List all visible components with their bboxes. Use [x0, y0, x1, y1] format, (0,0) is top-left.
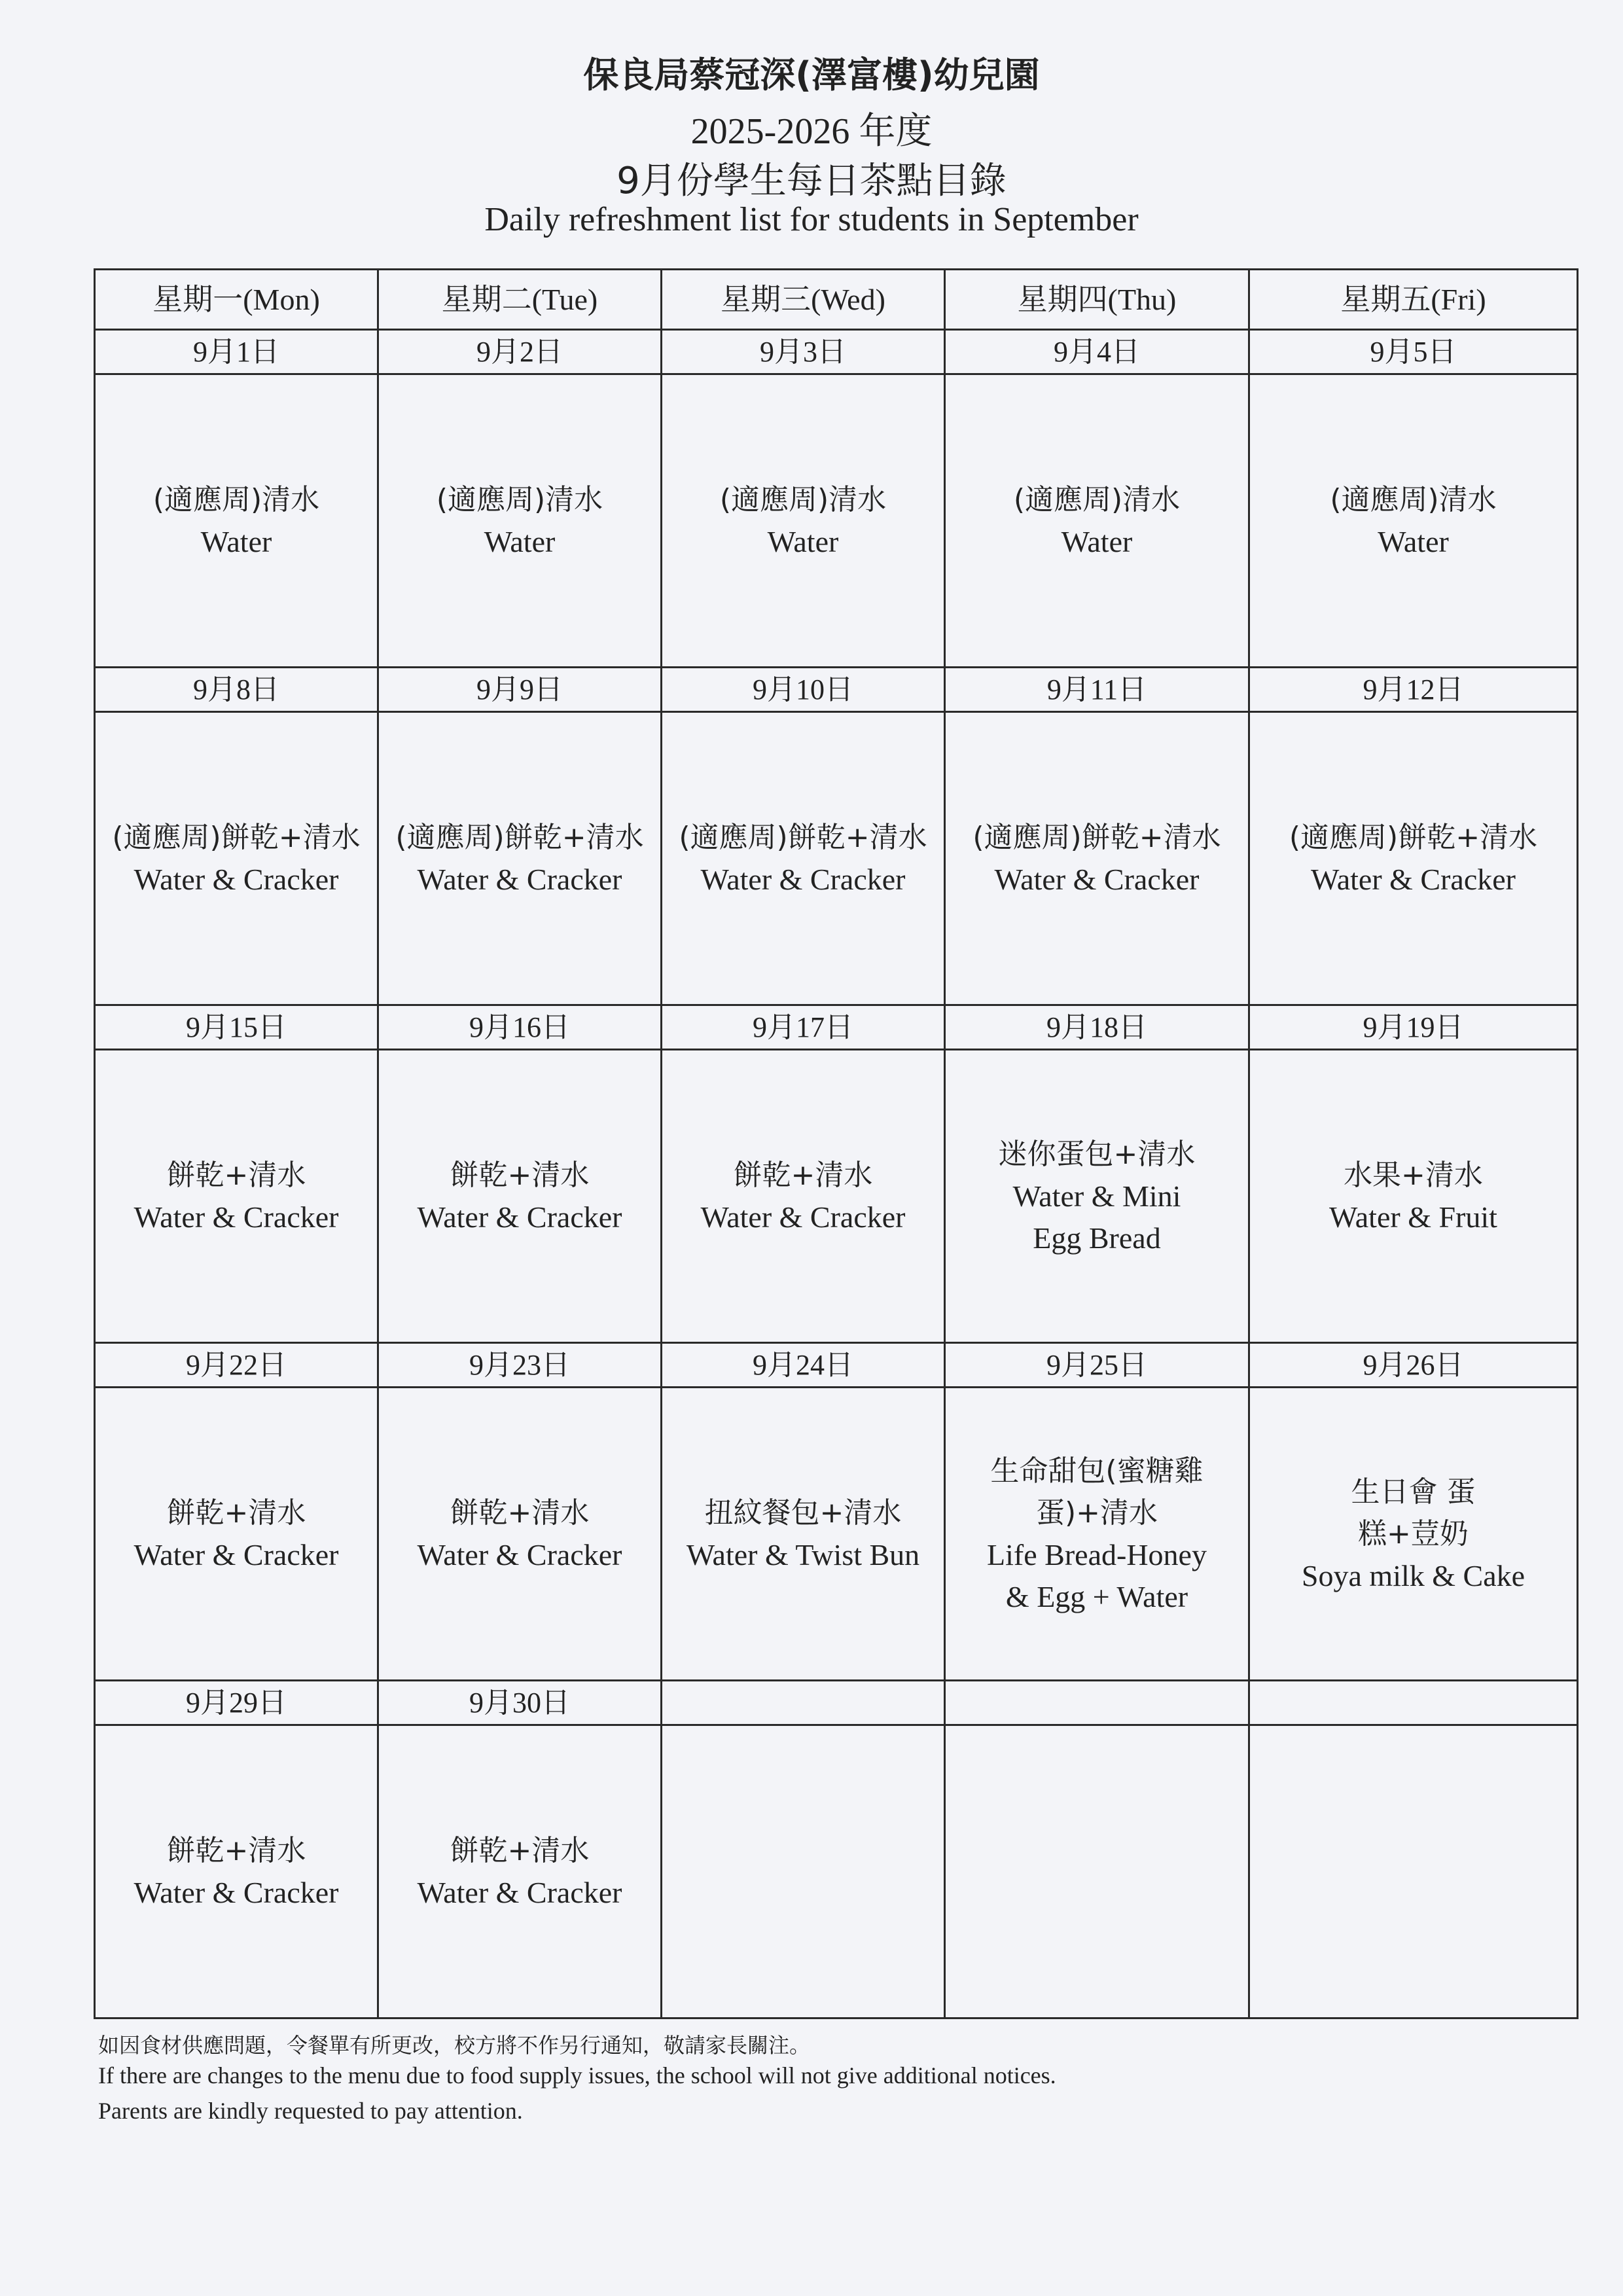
menu-item-en: Water & Fruit — [1329, 1200, 1497, 1234]
menu-item-zh: 生命甜包(蜜糖雞蛋)+清水 — [990, 1454, 1204, 1530]
menu-cell — [1249, 1725, 1578, 2018]
menu-cell — [945, 712, 1249, 1005]
weekday-header: 星期三(Wed) — [662, 270, 945, 330]
page-title-zh: 9月份學生每日茶點目錄 — [616, 160, 1007, 202]
date-row — [95, 1680, 1578, 1725]
menu-cell — [95, 1388, 378, 1681]
date-cell: 9月22日 — [95, 1343, 378, 1388]
weekday-header: 星期二(Tue) — [378, 270, 662, 330]
menu-item-en: Water — [767, 524, 839, 558]
menu-cell — [95, 1725, 378, 2018]
menu-item-en: Water — [200, 524, 272, 558]
date-cell: 9月12日 — [1249, 668, 1578, 712]
menu-item-zh: 生日會 蛋糕+荳奶 — [1351, 1475, 1476, 1551]
menu-cell — [945, 374, 1249, 668]
menu-item-en: Water & Cracker — [417, 1537, 622, 1571]
menu-item-zh: 餅乾+清水 — [166, 1833, 306, 1867]
menu-row — [95, 712, 1578, 1005]
footnote-en-line-1: If there are changes to the menu due to food supply issues, the school will not give additional notices. — [98, 2062, 1056, 2089]
menu-item-zh: 扭紋餐包+清水 — [704, 1496, 902, 1530]
menu-item-en: Water — [484, 524, 556, 558]
menu-row — [95, 1050, 1578, 1343]
date-cell: 9月24日 — [662, 1343, 945, 1388]
date-cell — [662, 1680, 945, 1725]
menu-item-zh: (適應周)清水 — [719, 482, 887, 516]
menu-cell — [95, 712, 378, 1005]
menu-item-zh: (適應周)清水 — [1330, 482, 1497, 516]
date-cell: 9月29日 — [95, 1680, 378, 1725]
page-title-en: Daily refreshment list for students in September — [484, 201, 1139, 238]
date-cell: 9月3日 — [662, 330, 945, 374]
date-cell: 9月23日 — [378, 1343, 662, 1388]
date-cell: 9月11日 — [945, 668, 1249, 712]
menu-item-en: Water & Cracker — [134, 1200, 339, 1234]
date-cell: 9月4日 — [945, 330, 1249, 374]
menu-cell — [378, 712, 662, 1005]
menu-item-en: Water & Mini Egg Bread — [1012, 1179, 1181, 1255]
date-cell: 9月15日 — [95, 1005, 378, 1050]
menu-item-zh: (適應周)餅乾+清水 — [395, 820, 644, 854]
menu-item-zh: 水果+清水 — [1344, 1158, 1483, 1192]
menu-item-zh: (適應周)清水 — [436, 482, 603, 516]
menu-item-zh: (適應周)清水 — [152, 482, 320, 516]
menu-item-zh: (適應周)餅乾+清水 — [972, 820, 1221, 854]
menu-item-en: Life Bread-Honey & Egg + Water — [987, 1537, 1207, 1613]
date-cell: 9月19日 — [1249, 1005, 1578, 1050]
date-row — [95, 330, 1578, 374]
weekday-header: 星期五(Fri) — [1249, 270, 1578, 330]
menu-cell — [378, 1725, 662, 2018]
menu-item-zh: 餅乾+清水 — [733, 1158, 873, 1192]
menu-item-en: Water & Cracker — [134, 862, 339, 896]
menu-item-zh: 餅乾+清水 — [450, 1496, 590, 1530]
refreshment-table — [94, 268, 1578, 2019]
date-cell: 9月18日 — [945, 1005, 1249, 1050]
menu-item-en: Water & Cracker — [417, 1875, 622, 1909]
menu-cell — [95, 374, 378, 668]
menu-item-zh: (適應周)餅乾+清水 — [1289, 820, 1538, 854]
menu-cell — [662, 712, 945, 1005]
date-cell: 9月2日 — [378, 330, 662, 374]
menu-item-en: Water & Cracker — [417, 1200, 622, 1234]
menu-item-en: Water & Cracker — [134, 1537, 339, 1571]
academic-year: 2025-2026 年度 — [690, 111, 933, 152]
menu-cell — [378, 1050, 662, 1343]
menu-cell — [662, 1388, 945, 1681]
menu-item-zh: (適應周)餅乾+清水 — [112, 820, 361, 854]
footnote-en-line-2: Parents are kindly requested to pay attention. — [98, 2098, 523, 2124]
menu-cell — [1249, 1050, 1578, 1343]
weekday-header: 星期一(Mon) — [95, 270, 378, 330]
menu-item-zh: 迷你蛋包+清水 — [998, 1137, 1196, 1171]
menu-cell — [1249, 1388, 1578, 1681]
weekday-header: 星期四(Thu) — [945, 270, 1249, 330]
menu-item-en: Water & Cracker — [994, 862, 1200, 896]
menu-cell — [945, 1388, 1249, 1681]
menu-item-en: Water & Cracker — [700, 862, 906, 896]
menu-cell — [378, 1388, 662, 1681]
menu-item-zh: (適應周)清水 — [1013, 482, 1181, 516]
menu-item-zh: 餅乾+清水 — [166, 1158, 306, 1192]
menu-cell — [95, 1050, 378, 1343]
menu-cell — [945, 1725, 1249, 2018]
date-cell: 9月16日 — [378, 1005, 662, 1050]
menu-cell — [378, 374, 662, 668]
date-cell: 9月1日 — [95, 330, 378, 374]
menu-item-en: Water & Cracker — [1310, 862, 1516, 896]
menu-row — [95, 374, 1578, 668]
menu-cell — [1249, 712, 1578, 1005]
school-name: 保良局蔡冠深(澤富樓)幼兒園 — [583, 54, 1040, 96]
date-row — [95, 1343, 1578, 1388]
date-cell: 9月9日 — [378, 668, 662, 712]
date-cell: 9月8日 — [95, 668, 378, 712]
menu-item-en: Water & Cracker — [134, 1875, 339, 1909]
date-row — [95, 1005, 1578, 1050]
menu-item-en: Water — [1061, 524, 1133, 558]
weekday-header-row — [95, 270, 1578, 330]
date-cell: 9月26日 — [1249, 1343, 1578, 1388]
menu-item-en: Water & Cracker — [417, 862, 622, 896]
menu-cell — [662, 374, 945, 668]
menu-item-en: Water — [1378, 524, 1449, 558]
date-cell: 9月17日 — [662, 1005, 945, 1050]
menu-row — [95, 1388, 1578, 1681]
menu-item-zh: 餅乾+清水 — [450, 1158, 590, 1192]
menu-item-zh: (適應周)餅乾+清水 — [679, 820, 927, 854]
menu-row — [95, 1725, 1578, 2018]
menu-item-en: Water & Twist Bun — [686, 1537, 920, 1571]
menu-cell — [662, 1725, 945, 2018]
menu-item-zh: 餅乾+清水 — [166, 1496, 306, 1530]
date-cell: 9月25日 — [945, 1343, 1249, 1388]
date-row — [95, 668, 1578, 712]
date-cell — [1249, 1680, 1578, 1725]
menu-item-en: Soya milk & Cake — [1301, 1558, 1525, 1592]
menu-item-en: Water & Cracker — [700, 1200, 906, 1234]
menu-cell — [945, 1050, 1249, 1343]
menu-item-zh: 餅乾+清水 — [450, 1833, 590, 1867]
footnote-zh: 如因食材供應問題，令餐單有所更改，校方將不作另行通知，敬請家長關注。 — [98, 2033, 811, 2058]
menu-cell — [662, 1050, 945, 1343]
date-cell: 9月30日 — [378, 1680, 662, 1725]
date-cell: 9月5日 — [1249, 330, 1578, 374]
date-cell — [945, 1680, 1249, 1725]
date-cell: 9月10日 — [662, 668, 945, 712]
menu-cell — [1249, 374, 1578, 668]
